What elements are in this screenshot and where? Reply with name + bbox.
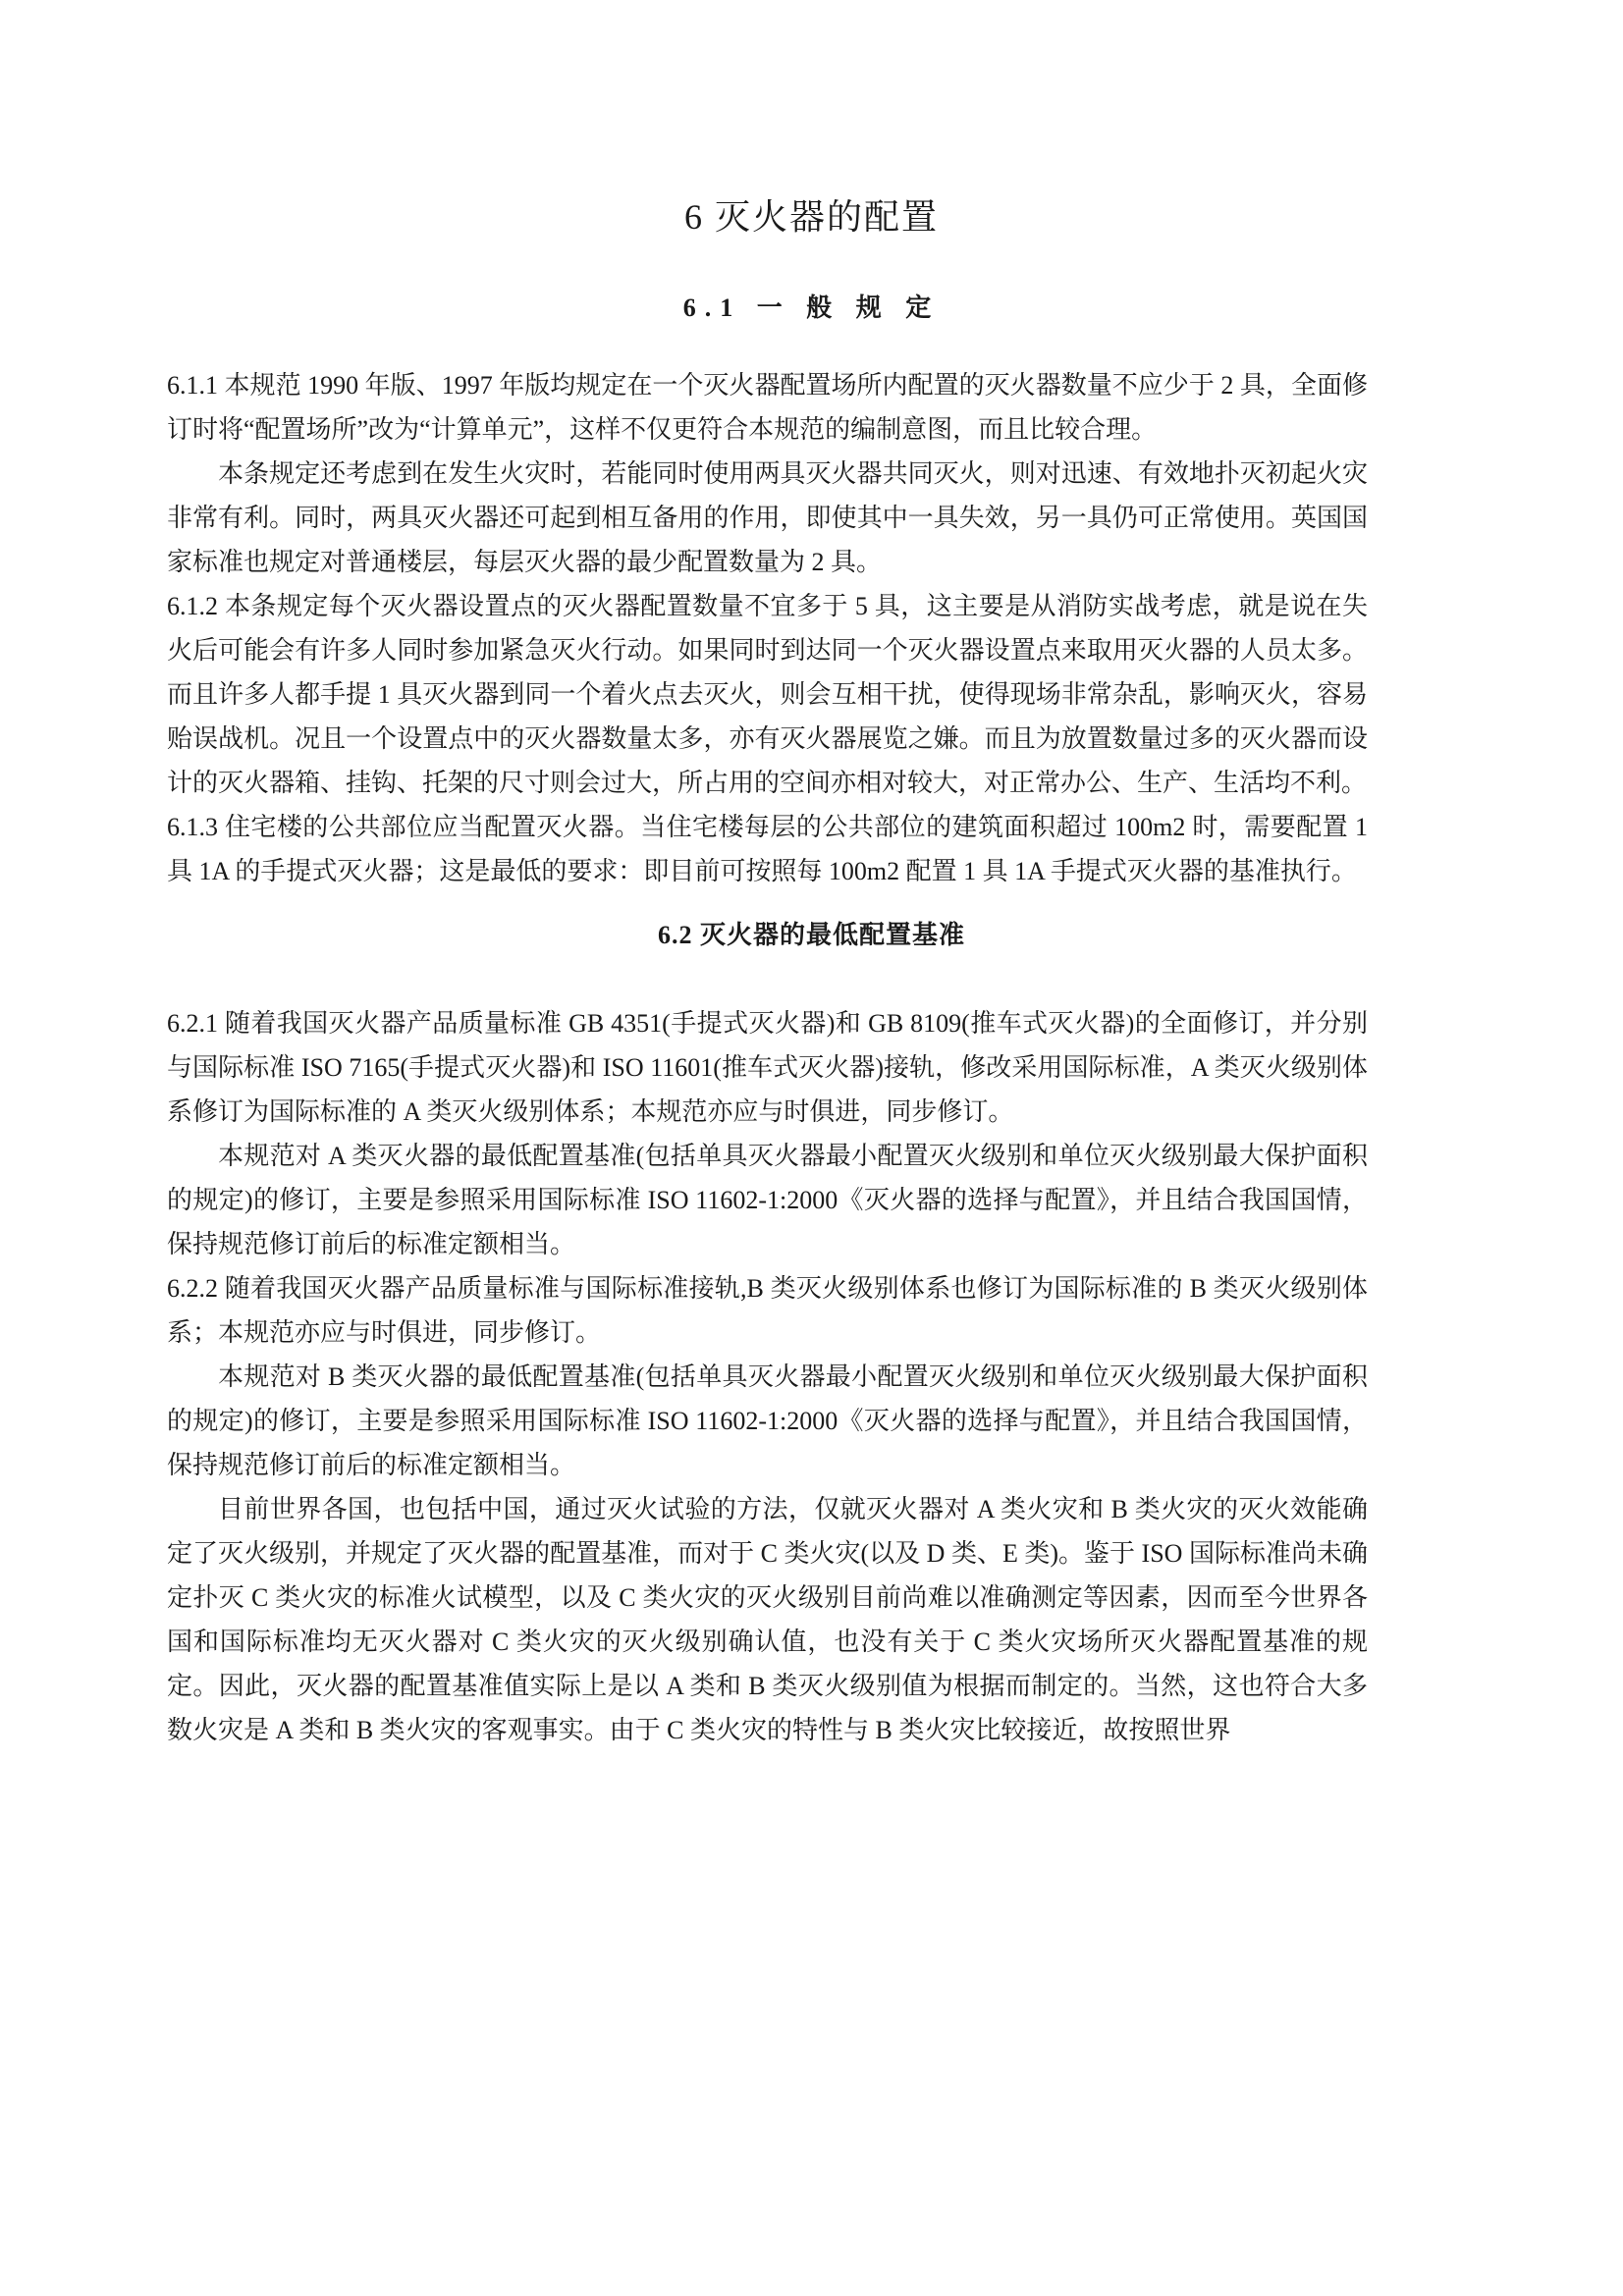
paragraph-6-1-2: 6.1.2 本条规定每个灭火器设置点的灭火器配置数量不宜多于 5 具，这主要是从消防实战考虑，就是说在失火后可能会有许多人同时参加紧急灭火行动。如果同时到达同一个灭火器设置点来取用灭火器的人员太多。而且许多人都手提 1 具灭火器到同一个着火点去灭火，则会互相干扰，使得现场非常杂乱，影响灭火，容易贻误战机。况且一个设置点中的灭火器数量太多，亦有灭火器展览之嫌。而且为放置数量过多的灭火器而设计的灭火器箱、挂钩、托架的尺寸则会过大，所占用的空间亦相对较大，对正常办公、生产、生活均不利。 [167, 592, 1368, 797]
section-heading-6-1: 6.1 一 般 规 定 [682, 294, 941, 322]
chapter-title: 6 灭火器的配置 [683, 197, 939, 237]
paragraph-c-class-discussion: 目前世界各国，也包括中国，通过灭火试验的方法，仅就灭火器对 A 类火灾和 B 类火灾的灭火效能确定了灭火级别，并规定了灭火器的配置基准，而对于 C 类火灾(以及 D 类、E 类)。鉴于 ISO 国际标准尚未确定扑灭 C 类火灾的标准火试模型，以及 C 类火灾的灭火级别目前尚难以准确测定等因素，因而至今世界各国和国际标准均无灭火器对 C 类火灾的灭火级别确认值，也没有关于 C 类火灾场所灭火器配置基准的规定。因此，灭火器的配置基准值实际上是以 A 类和 B 类灭火级别值为根据而制定的。当然，这也符合大多数火灾是 A 类和 B 类火灾的客观事实。由于 C 类火灾的特性与 B 类火灾比较接近，故按照世界 [167, 1495, 1368, 1744]
paragraph-6-2-1: 6.2.1 随着我国灭火器产品质量标准 GB 4351(手提式灭火器)和 GB 8109(推车式灭火器)的全面修订，并分别与国际标准 ISO 7165(手提式灭火器)和 ISO 11601(推车式灭火器)接轨，修改采用国际标准，A 类灭火级别体系修订为国际标准的 A 类灭火级别体系；本规范亦应与时俱进，同步修订。 [167, 1009, 1368, 1126]
section-heading-6-2: 6.2 灭火器的最低配置基准 [657, 921, 965, 949]
paragraph-6-2-2-note: 本规范对 B 类灭火器的最低配置基准(包括单具灭火器最小配置灭火级别和单位灭火级别最大保护面积的规定)的修订，主要是参照采用国际标准 ISO 11602-1:2000《灭火器的选择与配置》，并且结合我国国情，保持规范修订前后的标准定额相当。 [167, 1362, 1368, 1479]
section-6-2-body [167, 1001, 1368, 1752]
paragraph-6-2-1-note: 本规范对 A 类灭火器的最低配置基准(包括单具灭火器最小配置灭火级别和单位灭火级别最大保护面积的规定)的修订，主要是参照采用国际标准 ISO 11602-1:2000《灭火器的选择与配置》，并且结合我国国情，保持规范修订前后的标准定额相当。 [167, 1142, 1368, 1258]
paragraph-6-1-1: 6.1.1 本规范 1990 年版、1997 年版均规定在一个灭火器配置场所内配置的灭火器数量不应少于 2 具，全面修订时将“配置场所”改为“计算单元”，这样不仅更符合本规范的编制意图，而且比较合理。 [167, 371, 1368, 444]
paragraph-6-1-3: 6.1.3 住宅楼的公共部位应当配置灭火器。当住宅楼每层的公共部位的建筑面积超过 100m2 时，需要配置 1 具 1A 的手提式灭火器；这是最低的要求：即目前可按照每 100m2 配置 1 具 1A 手提式灭火器的基准执行。 [167, 813, 1368, 885]
paragraph-6-2-2: 6.2.2 随着我国灭火器产品质量标准与国际标准接轨,B 类灭火级别体系也修订为国际标准的 B 类灭火级别体系；本规范亦应与时俱进，同步修订。 [167, 1274, 1368, 1347]
section-6-1-body [167, 363, 1368, 893]
paragraph-6-1-1-note: 本条规定还考虑到在发生火灾时，若能同时使用两具灭火器共同灭火，则对迅速、有效地扑灭初起火灾非常有利。同时，两具灭火器还可起到相互备用的作用，即使其中一具失效，另一具仍可正常使用。英国国家标准也规定对普通楼层，每层灭火器的最少配置数量为 2 具。 [167, 459, 1368, 576]
